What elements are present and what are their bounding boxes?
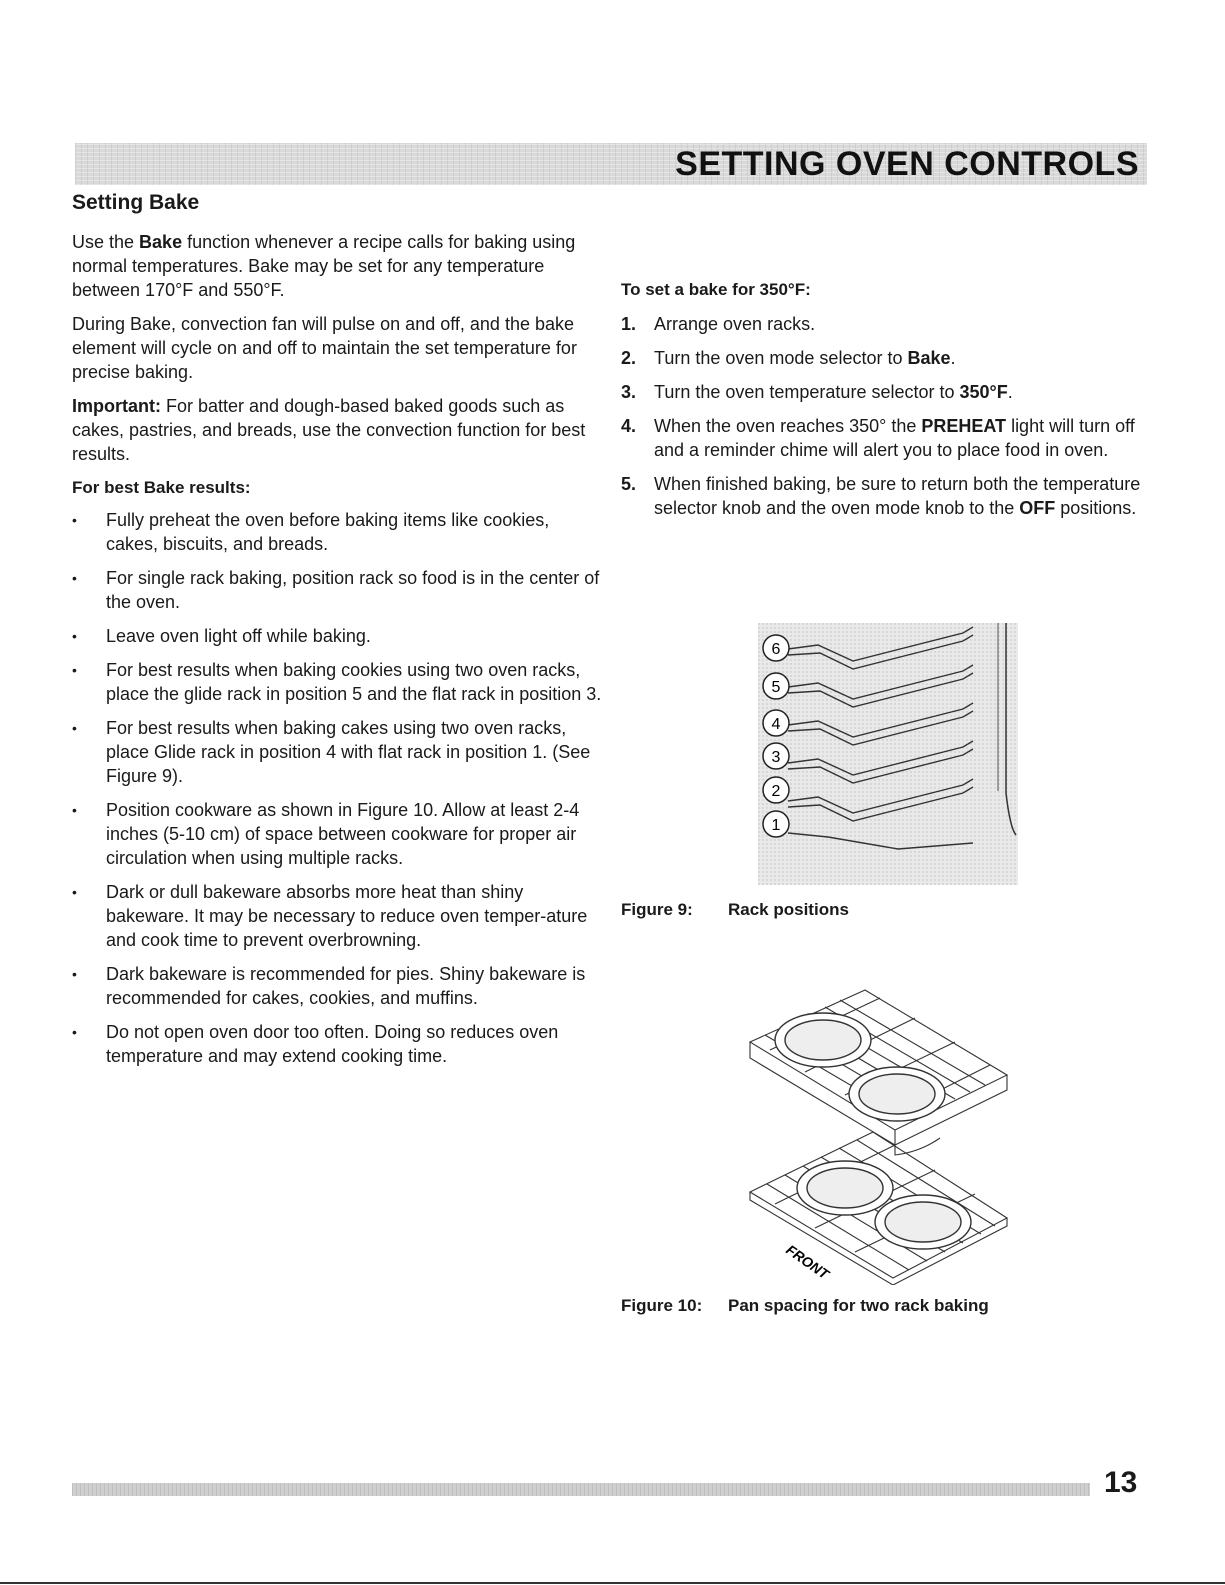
rack-positions-figure	[758, 623, 1018, 885]
rack-position-5: 5	[771, 679, 781, 696]
best-results-list	[72, 508, 602, 1068]
list-item: • For best results when baking cakes using two oven racks, place Glide rack in position 4 with flat rack in position 1. (See Figure 9).	[72, 716, 602, 788]
right-column	[621, 278, 1151, 530]
list-item: • Dark bakeware is recommended for pies. Shiny bakeware is recommended for cakes, cookies, and muffins.	[72, 962, 602, 1010]
list-item: • Dark or dull bakeware absorbs more heat than shiny bakeware. It may be necessary to reduce oven temper-ature and cook time to prevent overbrowning.	[72, 880, 602, 952]
step-item: 2. Turn the oven mode selector to Bake.	[621, 348, 956, 368]
set-bake-steps	[621, 312, 1151, 520]
lower-rack	[750, 1132, 1007, 1285]
left-column	[72, 190, 602, 1078]
figure-10-caption: Figure 10: Pan spacing for two rack baking	[621, 1296, 989, 1315]
list-item: • For best results when baking cookies using two oven racks, place the glide rack in position 5 and the flat rack in position 3.	[72, 658, 602, 706]
pan-spacing-figure	[745, 980, 1015, 1285]
front-label: FRONT	[783, 1241, 832, 1283]
page-number: 13	[1104, 1466, 1138, 1499]
bake-convection-paragraph: During Bake, convection fan will pulse on and off, and the bake element will cycle on and off to maintain the set temperature for precise baking.	[72, 314, 577, 382]
list-item: • Position cookware as shown in Figure 10. Allow at least 2-4 inches (5-10 cm) of space between cookware for proper air circulation when using multiple racks.	[72, 798, 602, 870]
step-item: 1. Arrange oven racks.	[621, 314, 816, 334]
best-results-heading: For best Bake results:	[72, 478, 251, 497]
list-item: • Do not open oven door too often. Doing so reduces oven temperature and may extend cooking time.	[72, 1020, 602, 1068]
list-item: • Leave oven light off while baking.	[72, 624, 602, 648]
section-header-band	[75, 143, 1147, 185]
rack-position-4: 4	[771, 716, 781, 733]
section-title-banner: SETTING OVEN CONTROLS	[675, 145, 1139, 183]
upper-pans	[775, 1013, 945, 1121]
bake-intro-paragraph: Use the Bake function whenever a recipe calls for baking using normal temperatures. Bake may be set for any temperature between 170°F and 550°F.	[72, 232, 576, 300]
rack-position-1: 1	[771, 817, 781, 834]
set-bake-heading: To set a bake for 350°F:	[621, 280, 811, 299]
rack-position-3: 3	[771, 749, 781, 766]
step-item: 4. When the oven reaches 350° the PREHEAT light will turn off and a reminder chime will alert you to place food in oven.	[621, 416, 1135, 460]
rack-position-6: 6	[771, 641, 781, 658]
figure-9-caption: Figure 9: Rack positions	[621, 900, 849, 919]
bottom-rule	[0, 1582, 1225, 1584]
list-item: • For single rack baking, position rack so food is in the center of the oven.	[72, 566, 602, 614]
list-item: • Fully preheat the oven before baking items like cookies, cakes, biscuits, and breads.	[72, 508, 602, 556]
step-item: 3. Turn the oven temperature selector to 350°F.	[621, 382, 1013, 402]
important-note: Important: For batter and dough-based baked goods such as cakes, pastries, and breads, use the convection function for best results.	[72, 396, 586, 464]
step-item: 5. When finished baking, be sure to return both the temperature selector knob and the oven mode knob to the OFF positions.	[621, 474, 1141, 518]
footer-band	[72, 1483, 1090, 1496]
setting-bake-heading: Setting Bake	[72, 191, 200, 214]
rack-position-2: 2	[771, 783, 781, 800]
